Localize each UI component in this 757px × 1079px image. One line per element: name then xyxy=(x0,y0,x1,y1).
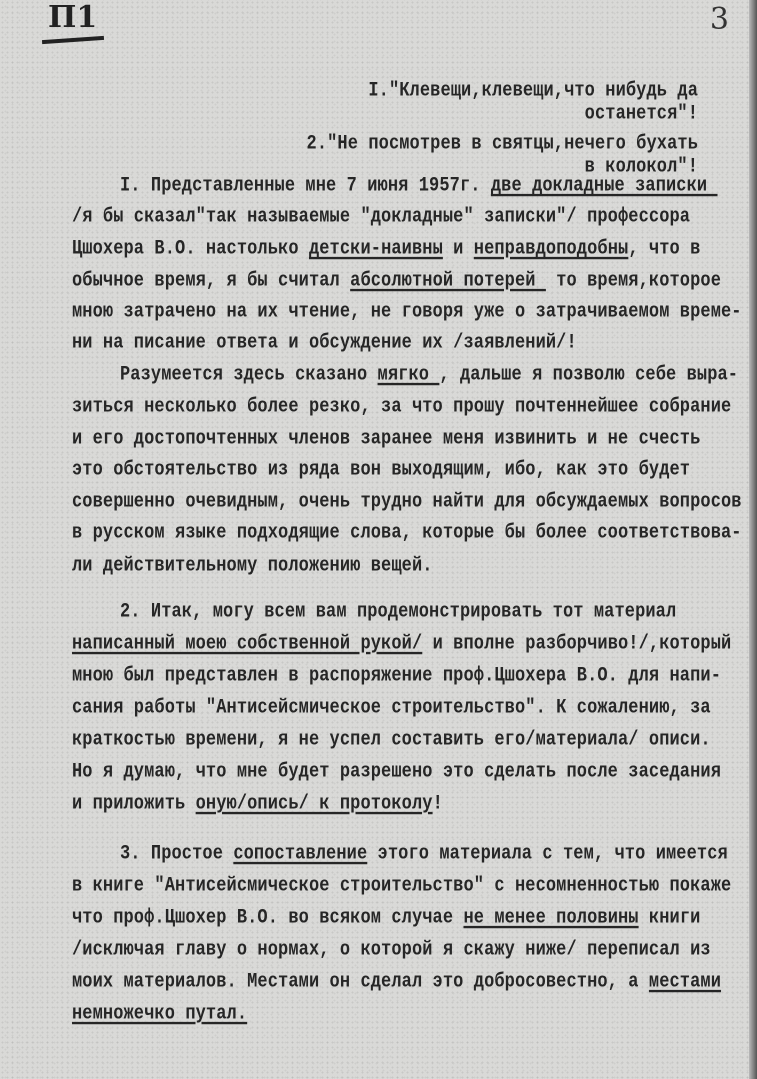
text-segment: этого материала с тем, что имеется xyxy=(367,843,728,866)
text-line xyxy=(72,270,721,292)
text-segment: зиться несколько более резко, за что прошу почтеннейшее собрание xyxy=(72,396,732,419)
text-line xyxy=(72,491,742,513)
text-segment: сания работы "Антисейсмическое строительство". К сожалению, за xyxy=(72,697,711,720)
underlined-text: написанный моею собственной рукой/ xyxy=(72,633,423,656)
text-line xyxy=(120,843,728,865)
text-segment: и xyxy=(442,238,474,261)
scan-edge xyxy=(749,0,757,1079)
underlined-text: оную/опись/ к протоколу xyxy=(195,793,433,816)
underlined-text: неправдоподобны xyxy=(473,238,629,261)
underlined-text: местами xyxy=(648,971,722,994)
text-segment: Но я думаю, что мне будет разрешено это сделать после заседания xyxy=(72,761,722,784)
underlined-text: не менее половины xyxy=(463,907,639,930)
text-line xyxy=(72,238,700,260)
text-line xyxy=(72,697,711,719)
text-segment: , дальше я позволю себе выра- xyxy=(439,364,739,387)
text-segment: обычное время, я бы считал xyxy=(72,270,351,293)
text-segment: I."Клевещи,клевещи,что нибудь да xyxy=(368,80,698,103)
text-line xyxy=(72,939,711,961)
text-line xyxy=(72,971,721,993)
text-segment: в книге "Антисейсмическое строительство" с несомненностью покаже xyxy=(72,875,732,898)
text-line xyxy=(72,761,721,783)
text-segment: это обстоятельство из ряда вон выходящим, ибо, как это будет xyxy=(72,459,691,482)
text-segment: книги xyxy=(638,907,701,930)
text-segment: в колокол"! xyxy=(584,156,698,179)
text-line xyxy=(72,206,690,228)
text-line xyxy=(72,555,433,577)
text-segment: /исключая главу о нормах, о которой я скажу ниже/ переписал из xyxy=(72,939,711,962)
text-line xyxy=(72,396,731,418)
text-segment: , что в xyxy=(628,238,701,261)
text-segment: Разумеется здесь сказано xyxy=(120,364,378,387)
text-line xyxy=(72,665,721,687)
text-segment: и вполне разборчиво!/,который xyxy=(422,633,732,656)
text-line xyxy=(120,601,676,623)
underlined-text: детски-наивны xyxy=(308,238,443,261)
text-segment: и приложить xyxy=(72,793,196,816)
text-segment: в русском языке подходящие слова, которые бы более соответствова- xyxy=(72,522,742,545)
handwritten-mark: П1 xyxy=(48,0,98,35)
text-segment: и его достопочтенных членов заранее меня извинить и не счесть xyxy=(72,428,701,451)
epigraph-line xyxy=(585,103,698,125)
text-line xyxy=(72,522,742,544)
text-segment: совершенно очевидным, очень трудно найти для обсуждаемых вопросов xyxy=(72,491,742,514)
epigraph-line xyxy=(368,80,698,102)
text-segment: то время,которое xyxy=(545,270,722,293)
text-segment: что проф.Цшохер В.О. во всяком случае xyxy=(72,907,464,930)
text-segment: 2."Не посмотрев в святцы,нечего бухать xyxy=(306,133,698,156)
text-line xyxy=(72,907,700,929)
text-line xyxy=(72,729,711,751)
underlined-text: сопоставление xyxy=(233,843,368,866)
underlined-text: две докладные записки xyxy=(490,175,718,198)
underlined-text: немножечко путал. xyxy=(72,1003,248,1026)
text-segment: мною был представлен в распоряжение проф.Цшохера В.О. для напи- xyxy=(72,665,722,688)
text-line xyxy=(120,364,738,386)
text-segment: ! xyxy=(432,793,443,816)
text-segment: 2. Итак, могу всем вам продемонстрировать тот материал xyxy=(120,601,677,624)
text-line xyxy=(120,175,718,197)
text-line xyxy=(72,1003,247,1025)
text-line xyxy=(72,428,700,450)
text-line xyxy=(72,633,731,655)
text-line xyxy=(72,793,443,815)
text-segment: ни на писание ответа и обсуждение их /заявлений/! xyxy=(72,332,577,355)
text-segment: 3. Простое xyxy=(120,843,234,866)
text-segment: Цшохера В.О. настолько xyxy=(72,238,309,261)
underlined-text: мягко xyxy=(377,364,440,387)
text-segment: I. Представленные мне 7 июня 1957г. xyxy=(120,175,491,198)
text-segment: моих материалов. Местами он сделал это добросовестно, а xyxy=(72,971,649,994)
text-segment: краткостью времени, я не успел составить его/материала/ описи. xyxy=(72,729,711,752)
text-line xyxy=(72,459,690,481)
text-line xyxy=(72,301,742,323)
page-number: 3 xyxy=(709,2,729,37)
text-segment: /я бы сказал"так называемые "докладные" записки"/ профессора xyxy=(72,206,691,229)
handwritten-underline xyxy=(42,36,104,44)
text-segment: останется"! xyxy=(584,103,698,126)
text-segment: ли действительному положению вещей. xyxy=(72,555,433,578)
text-segment: мною затрачено на их чтение, не говоря уже о затрачиваемом време- xyxy=(72,301,742,324)
underlined-text: абсолютной потерей xyxy=(350,270,546,293)
epigraph-line xyxy=(307,133,698,155)
text-line xyxy=(72,875,731,897)
text-line xyxy=(72,332,577,354)
